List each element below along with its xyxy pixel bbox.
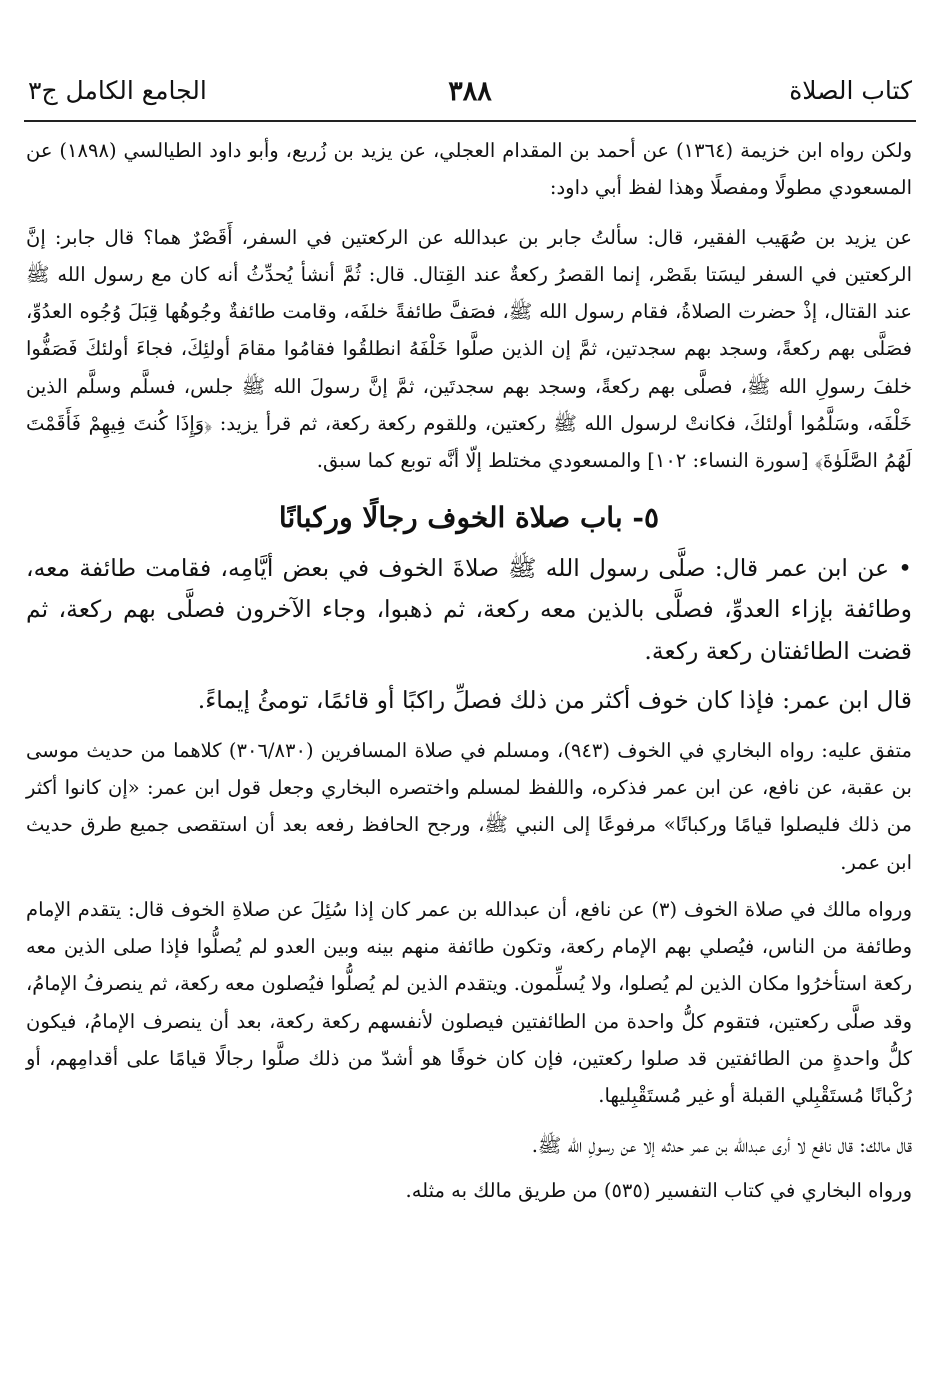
paragraph-takhrij: متفق عليه: رواه البخاري في الخوف (٩٤٣)، ومسلم في صلاة المسافرين (٣٠٦/٨٣٠) كلاهما من حديث موسى بن عقبة، عن نافع، عن ابن عمر فذكره، واللفظ لمسلم واختصره البخاري وجعل قول ابن عمر: «إن كانوا أكثر من ذلك فليصلوا قيامًا وركبانًا» مرفوعًا إلى النبي ﷺ، ورجح الحافظ رفعه بعد أن استقصى جميع طرق حديث ابن عمر.	[26, 738, 913, 874]
paragraph-malik-nafi: قال مالك: قال نافع لا أرى عبدالله بن عمر حدثه إلا عن رسولِ الله ﷺ.	[531, 1133, 912, 1157]
book-title: الجامع الكامل ج٣	[28, 76, 207, 105]
paragraph-hadith-main: • عن ابن عمر قال: صلَّى رسول الله ﷺ صلاةَ الخوف في بعض أيَّامِه، فقامت طائفة معه، وطائفة بإزاء العدوِّ، فصلَّى بالذين معه ركعة، ثم ذهبوا، وجاء الآخرون فصلَّى بهم ركعة، ثم قضت الطائفتان ركعة ركعة.	[26, 553, 912, 665]
paragraph-jabir-narration: عن يزيد بن صُهَيب الفقير، قال: سألتُ جابر بن عبدالله عن الركعتين في السفر، أَقَصْرٌ هما؟ قال جابر: إنَّ الركعتين في السفر ليسَتا بقَصْر، إنما القصرُ ركعةٌ عند القِتال. قال: ثُمَّ أنشأ يُحدِّثُ أنه كان مع رسول الله ﷺ عند القتال، إذْ حضرت الصلاةُ، فقام رسول الله ﷺ، فصَفَّ طائفةً خلفَه، وقامت طائفةٌ وجُوهُها قِبَلَ وُجُوه العدُوِّ، فصَلَّى بهم ركعةً، وسجد بهم سجدتين، ثمَّ إن الذين صلَّوا خَلْفَهُ انطلقُوا فقامُوا مقامَ أولئِكَ، فجاءَ أولئكَ فَصَفُّوا خلفَ رسولِ الله ﷺ، فصلَّى بهم ركعةً، وسجد بهم سجدتَين، ثمَّ إنَّ رسولَ الله ﷺ جلس، فسلَّم وسلَّم الذين خَلْفَه، وسَلَّمُوا أولئكَ، فكانتْ لرسول الله ﷺ ركعتين، وللقوم ركعة ركعة، ثم قرأ يزيد: ﴿وَإِذَا كُنتَ فِيهِمْ فَأَقَمْتَ لَهُمُ الصَّلَوٰةَ﴾ [سورة النساء: ١٠٢] والمسعودي مختلط إلّا أنَّه توبع كما سبق.	[26, 225, 912, 473]
paragraph-ibn-umar-saying: قال ابن عمر: فإذا كان خوف أكثر من ذلك فصلِّ راكبًا أو قائمًا، تومئُ إيماءً.	[197, 686, 912, 715]
paragraph-bukhari-tafsir: ورواه البخاري في كتاب التفسير (٥٣٥) من طريق مالك به مثله.	[405, 1178, 912, 1202]
paragraph-malik-narration: ورواه مالك في صلاة الخوف (٣) عن نافع، أن عبدالله بن عمر كان إذا سُئِلَ عن صلاةِ الخوف قال: يتقدم الإمام وطائفة من الناس، فيُصلي بهم الإمام ركعة، وتكون طائفة منهم بينه وبين العدو لم يُصلُّوا فإذا صلى الذين معه ركعة استأخرُوا مكان الذين لم يُصلوا، ولا يُسلِّمون. ويتقدم الذين لم يُصلُّوا فيُصلون معه ركعة، ثم ينصرفُ الإمامُ، وقد صلَّى ركعتين، فتقوم كلُّ واحدة من الطائفتين فيصلون لأنفسهم ركعة ركعة، بعد أن ينصرف الإمامُ، فيكون كلُّ واحدةٍ من الطائفتين قد صلوا ركعتين، فإن كان خوفًا هو أشدّ من ذلك صلَّوا رجالًا قيامًا على أقدامِهم، أو رُكْبانًا مُستَقْبِلي القبلة أو غير مُستَقْبِليها.	[26, 897, 912, 1108]
page-body	[26, 132, 912, 1209]
running-header	[24, 70, 916, 122]
chapter-title: كتاب الصلاة	[789, 76, 912, 105]
paragraph-ibn-khuzaymah: ولكن رواه ابن خزيمة (١٣٦٤) عن أحمد بن المقدام العجلي، عن يزيد بن زُريع، وأبو داود الطيالسي (١٨٩٨) عن المسعودي مطولًا ومفصلًا وهذا لفظ أبي داود:	[26, 139, 912, 200]
page-number: ٣٨٨	[448, 76, 492, 107]
section-heading: ٥- باب صلاة الخوف رجالًا وركبانًا	[278, 500, 660, 534]
